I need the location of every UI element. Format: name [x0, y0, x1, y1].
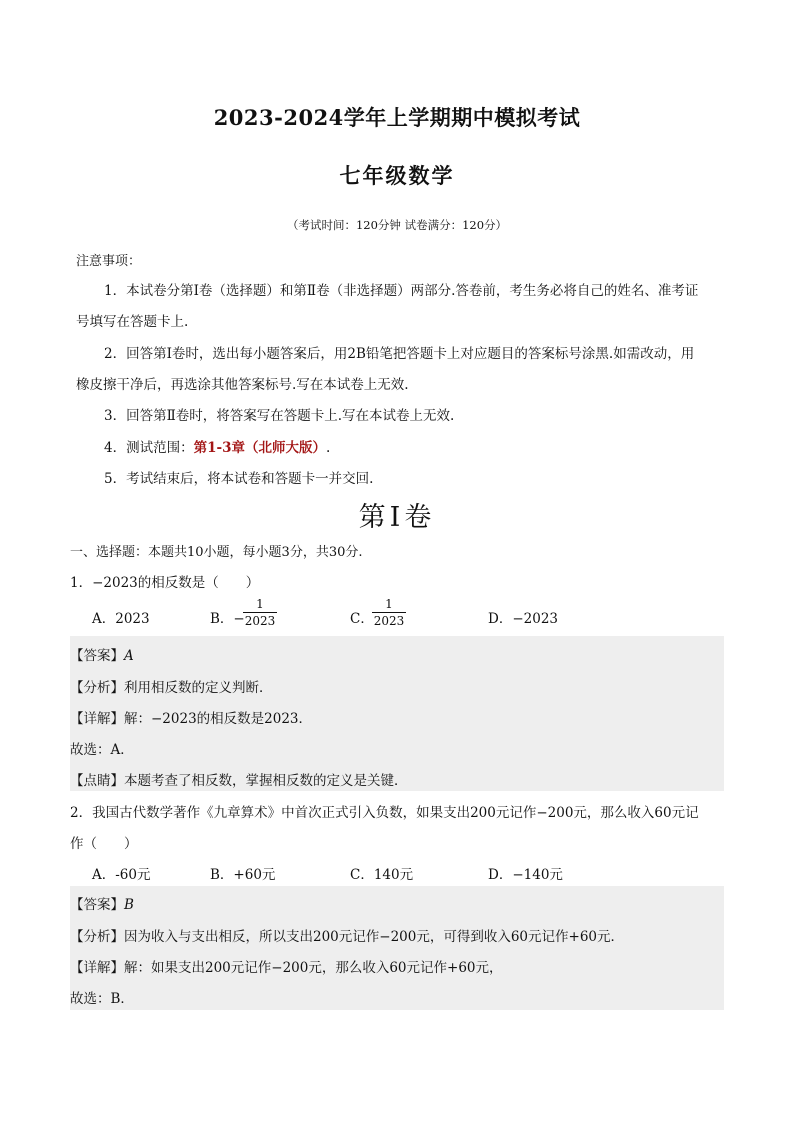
q1-option-b-denominator: 2023: [244, 614, 276, 628]
q1-option-b-numerator: 1: [243, 597, 277, 613]
q2-stem-line-1: 2．我国古代数学著作《九章算术》中首次正式引入负数，如果支出200元记作−200元，那么收入60元记: [70, 805, 699, 821]
q1-comment-text: 本题考查了相反数，掌握相反数的定义是关键．: [124, 773, 408, 789]
q2-option-a: A．-60元: [92, 867, 151, 883]
q1-answer-value: A: [124, 648, 134, 664]
q2-detail-tag: 【详解】: [70, 960, 124, 976]
q1-option-c-fraction: [372, 597, 406, 629]
q1-comment: [70, 769, 408, 789]
exam-meta: （考试时间：120分钟 试卷满分：120分）: [286, 218, 508, 232]
note-3: 3．回答第Ⅱ卷时，将答案写在答题卡上.写在本试卷上无效.: [104, 408, 455, 424]
note-4-prefix: 4．测试范围：: [104, 440, 194, 456]
q1-option-d: D．−2023: [488, 611, 558, 627]
q2-answer-tag: 【答案】: [70, 897, 124, 913]
section-title: 第Ⅰ卷: [358, 502, 436, 533]
q1-choice: 故选：A．: [70, 742, 134, 758]
q1-analysis: [70, 676, 273, 696]
q2-option-b: B．+60元: [210, 867, 276, 883]
note-4: [104, 436, 330, 456]
section-instruction: 一、选择题：本题共10小题，每小题3分，共30分.: [70, 545, 363, 560]
q1-detail-text: 解：−2023的相反数是2023．: [124, 711, 313, 727]
note-1-line-2: 号填写在答题卡上.: [76, 314, 189, 330]
q2-detail: [70, 956, 503, 976]
exam-title: 2023-2024学年上学期期中模拟考试: [213, 105, 581, 130]
q2-choice: 故选：B．: [70, 991, 134, 1007]
q1-option-c-denominator: 2023: [373, 614, 405, 628]
q1-option-c-label: C．: [350, 611, 374, 627]
q1-detail: [70, 707, 312, 727]
exam-subtitle: 七年级数学: [339, 163, 455, 188]
note-5: 5．考试结束后，将本试卷和答题卡一并交回.: [104, 471, 374, 487]
q1-answer: [70, 644, 134, 664]
q2-answer-value: B: [124, 897, 134, 913]
q2-option-d: D．−140元: [488, 867, 563, 883]
note-1-line-1: 1．本试卷分第Ⅰ卷（选择题）和第Ⅱ卷（非选择题）两部分.答卷前，考生务必将自己的姓名、准考证: [104, 283, 699, 299]
q2-answer: [70, 893, 134, 913]
q1-answer-tag: 【答案】: [70, 648, 124, 664]
q2-option-c: C．140元: [350, 867, 414, 883]
q1-detail-tag: 【详解】: [70, 711, 124, 727]
q2-stem-line-2: 作（ ）: [70, 836, 138, 852]
q1-stem: 1．−2023的相反数是（ ）: [70, 575, 260, 591]
q2-analysis-tag: 【分析】: [70, 929, 124, 945]
note-2-line-1: 2．回答第Ⅰ卷时，选出每小题答案后，用2B铅笔把答题卡上对应题目的答案标号涂黑.如需改动，用: [104, 346, 695, 362]
q1-analysis-text: 利用相反数的定义判断．: [124, 680, 273, 696]
note-4-range: 第1-3章（北师大版）: [193, 440, 326, 456]
q1-option-a: A．2023: [92, 611, 150, 627]
q2-analysis-text: 因为收入与支出相反，所以支出200元记作−200元，可得到收入60元记作+60元．: [124, 929, 625, 945]
q1-option-b-fraction: [243, 597, 277, 629]
q1-analysis-tag: 【分析】: [70, 680, 124, 696]
q2-analysis: [70, 925, 624, 945]
notes-heading: 注意事项：: [76, 254, 142, 269]
q1-comment-tag: 【点睛】: [70, 773, 124, 789]
q2-detail-text: 解：如果支出200元记作−200元，那么收入60元记作+60元，: [124, 960, 503, 976]
note-2-line-2: 橡皮擦干净后，再选涂其他答案标号.写在本试卷上无效.: [76, 377, 409, 393]
q2-solution-panel: [70, 886, 724, 1010]
note-4-suffix: .: [325, 440, 331, 456]
q1-option-c-numerator: 1: [372, 597, 406, 613]
q1-option-b-label: B．−: [210, 611, 245, 627]
